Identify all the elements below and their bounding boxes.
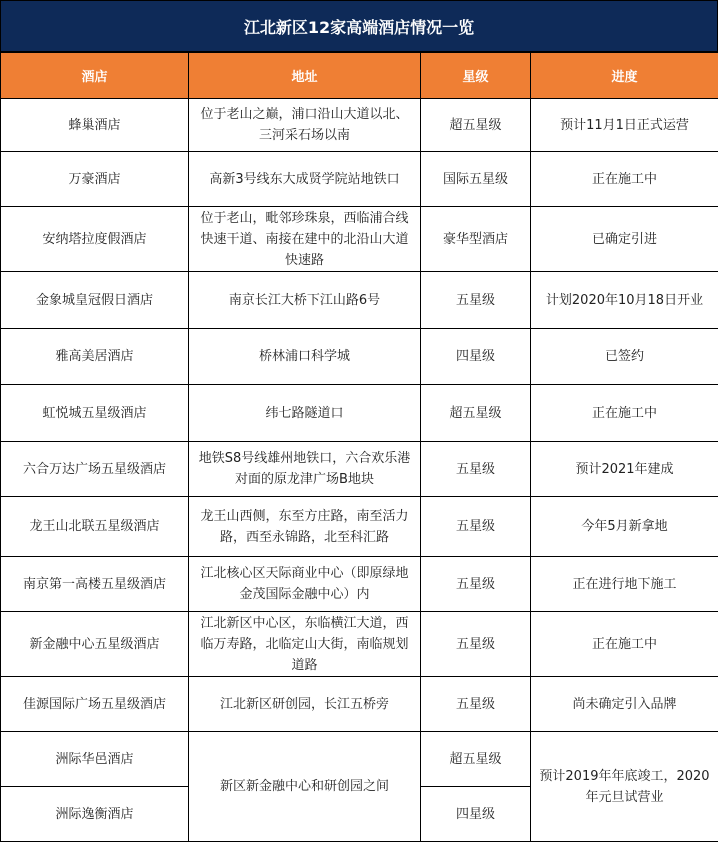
table-row xyxy=(1,497,718,557)
address-cell: 江北新区研创园，长江五桥旁 xyxy=(189,677,421,732)
address-cell: 南京长江大桥下江山路6号 xyxy=(189,272,421,329)
table-row xyxy=(1,99,718,152)
progress-cell: 正在施工中 xyxy=(531,385,718,442)
table-row xyxy=(1,329,718,385)
progress-cell: 尚未确定引入品牌 xyxy=(531,677,718,732)
address-cell: 高新3号线东大成贤学院站地铁口 xyxy=(189,152,421,207)
hotel-cell: 南京第一高楼五星级酒店 xyxy=(1,557,189,612)
stars-cell: 五星级 xyxy=(421,497,531,557)
hotel-cell: 洲际逸衡酒店 xyxy=(1,787,189,842)
hotel-table xyxy=(0,52,718,842)
address-cell: 位于老山，毗邻珍珠泉，西临浦合线快速干道、南接在建中的北沿山大道快速路 xyxy=(189,207,421,272)
stars-cell: 五星级 xyxy=(421,677,531,732)
progress-cell: 预计2019年年底竣工，2020年元旦试营业 xyxy=(531,732,718,842)
stars-cell: 五星级 xyxy=(421,442,531,497)
hotel-cell: 万豪酒店 xyxy=(1,152,189,207)
hotel-cell: 安纳塔拉度假酒店 xyxy=(1,207,189,272)
stars-cell: 四星级 xyxy=(421,787,531,842)
table-row xyxy=(1,557,718,612)
hotel-cell: 雅高美居酒店 xyxy=(1,329,189,385)
table-row xyxy=(1,207,718,272)
address-cell: 桥林浦口科学城 xyxy=(189,329,421,385)
table-row xyxy=(1,385,718,442)
table-row xyxy=(1,272,718,329)
header-row xyxy=(1,53,718,99)
hotel-cell: 金象城皇冠假日酒店 xyxy=(1,272,189,329)
progress-cell: 今年5月新拿地 xyxy=(531,497,718,557)
progress-cell: 预计11月1日正式运营 xyxy=(531,99,718,152)
stars-cell: 超五星级 xyxy=(421,99,531,152)
stars-cell: 五星级 xyxy=(421,612,531,677)
address-cell: 新区新金融中心和研创园之间 xyxy=(189,732,421,842)
header-stars: 星级 xyxy=(421,53,531,99)
header-progress: 进度 xyxy=(531,53,718,99)
hotel-cell: 龙王山北联五星级酒店 xyxy=(1,497,189,557)
stars-cell: 超五星级 xyxy=(421,732,531,787)
table-title: 江北新区12家高端酒店情况一览 xyxy=(0,0,718,52)
stars-cell: 四星级 xyxy=(421,329,531,385)
hotel-cell: 洲际华邑酒店 xyxy=(1,732,189,787)
hotel-cell: 佳源国际广场五星级酒店 xyxy=(1,677,189,732)
table-row xyxy=(1,732,718,787)
table-row xyxy=(1,612,718,677)
address-cell: 地铁S8号线雄州地铁口，六合欢乐港对面的原龙津广场B地块 xyxy=(189,442,421,497)
stars-cell: 国际五星级 xyxy=(421,152,531,207)
stars-cell: 豪华型酒店 xyxy=(421,207,531,272)
address-cell: 龙王山西侧，东至方庄路，南至活力路，西至永锦路，北至科汇路 xyxy=(189,497,421,557)
table-row xyxy=(1,152,718,207)
hotel-cell: 蜂巢酒店 xyxy=(1,99,189,152)
hotel-cell: 新金融中心五星级酒店 xyxy=(1,612,189,677)
progress-cell: 计划2020年10月18日开业 xyxy=(531,272,718,329)
header-address: 地址 xyxy=(189,53,421,99)
address-cell: 位于老山之巅，浦口沿山大道以北、三河采石场以南 xyxy=(189,99,421,152)
address-cell: 江北核心区天际商业中心（即原绿地金茂国际金融中心）内 xyxy=(189,557,421,612)
stars-cell: 五星级 xyxy=(421,557,531,612)
progress-cell: 预计2021年建成 xyxy=(531,442,718,497)
stars-cell: 五星级 xyxy=(421,272,531,329)
header-hotel: 酒店 xyxy=(1,53,189,99)
progress-cell: 正在进行地下施工 xyxy=(531,557,718,612)
hotel-cell: 虹悦城五星级酒店 xyxy=(1,385,189,442)
stars-cell: 超五星级 xyxy=(421,385,531,442)
hotel-cell: 六合万达广场五星级酒店 xyxy=(1,442,189,497)
table-row xyxy=(1,442,718,497)
table-row xyxy=(1,677,718,732)
progress-cell: 正在施工中 xyxy=(531,152,718,207)
address-cell: 江北新区中心区，东临横江大道，西临万寿路，北临定山大街，南临规划道路 xyxy=(189,612,421,677)
progress-cell: 已确定引进 xyxy=(531,207,718,272)
address-cell: 纬七路隧道口 xyxy=(189,385,421,442)
progress-cell: 已签约 xyxy=(531,329,718,385)
progress-cell: 正在施工中 xyxy=(531,612,718,677)
